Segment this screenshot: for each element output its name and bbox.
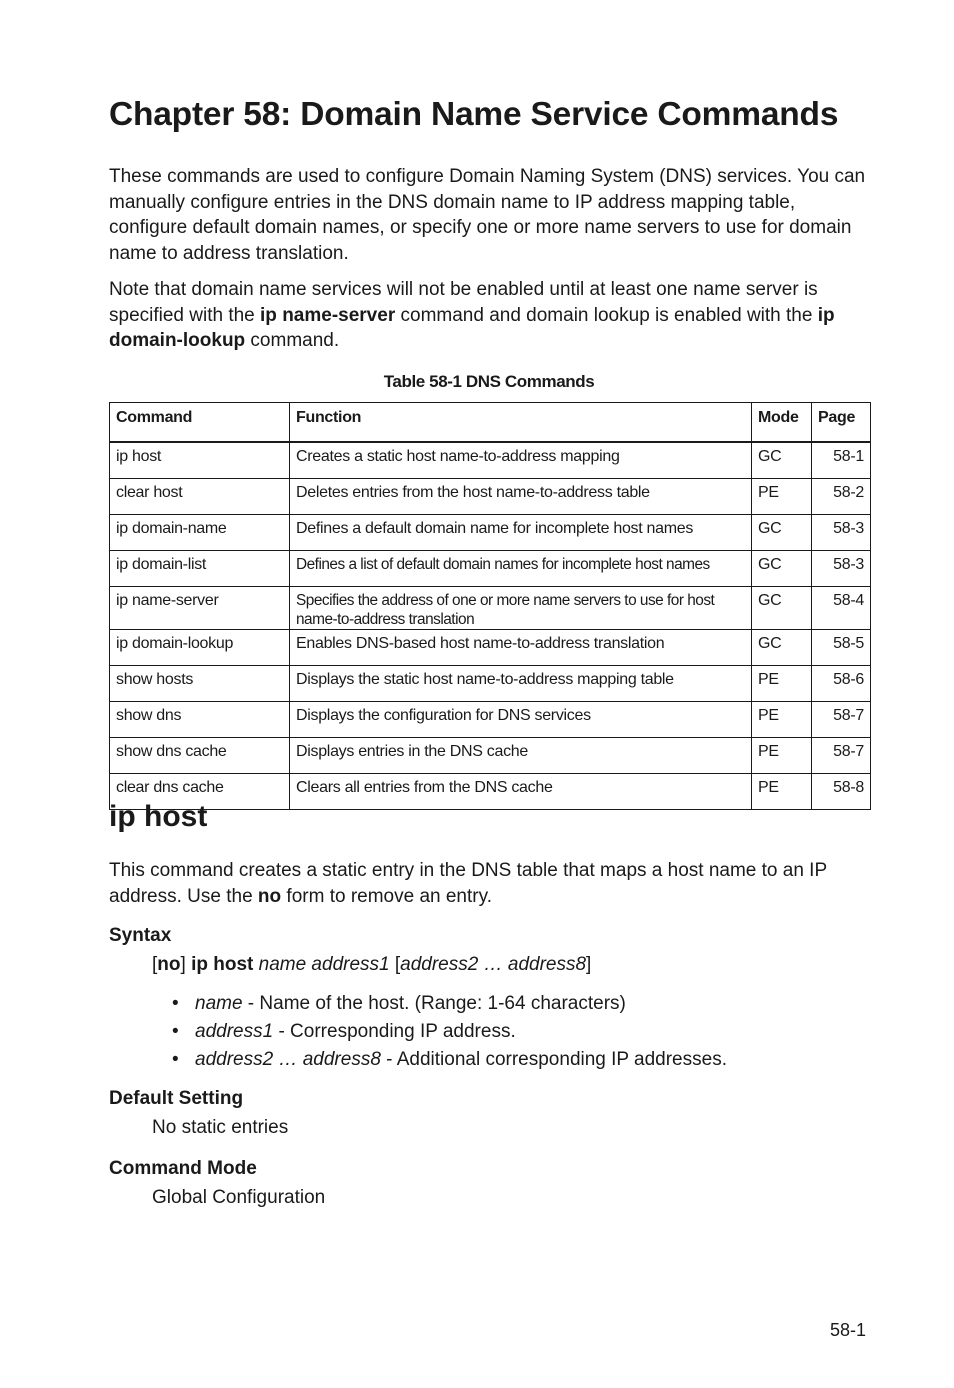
- intro-paragraph-1: These commands are used to configure Domain Naming System (DNS) services. You can manually configure entries in the DNS domain name to IP address mapping table, configure default domain names, or specify one or more name servers to use for domain name to address translation.: [109, 166, 866, 264]
- page-number: 58-1: [829, 1320, 866, 1340]
- table-row: [110, 479, 871, 515]
- cell-mode: GC: [752, 551, 812, 587]
- intro-paragraph-2: Note that domain name services will not be enabled until at least one name server is specified with the ip name-server command and domain lookup is enabled with the ip domain-lookup command.: [109, 279, 835, 351]
- cell-mode: GC: [752, 442, 812, 479]
- table-row: [110, 702, 871, 738]
- cell-mode: PE: [752, 479, 812, 515]
- command-mode-heading: Command Mode: [109, 1158, 257, 1179]
- bold-text: no: [157, 954, 181, 975]
- cell-command: ip host: [110, 442, 290, 479]
- command-mode-value: Global Configuration: [152, 1187, 326, 1208]
- cell-mode: PE: [752, 738, 812, 774]
- table-row: [110, 587, 871, 630]
- cell-page: 58-5: [812, 630, 871, 666]
- cell-page: 58-2: [812, 479, 871, 515]
- cell-function: Defines a list of default domain names for incomplete host names: [290, 551, 752, 587]
- cell-function: Displays the static host name-to-address mapping table: [290, 666, 752, 702]
- parameter-item: • address1 - Corresponding IP address.: [152, 1018, 727, 1046]
- section-title: ip host: [109, 800, 208, 833]
- parameter-item: • address2 … address8 - Additional corresponding IP addresses.: [152, 1046, 727, 1074]
- header-page: Page: [812, 403, 871, 443]
- cell-page: 58-8: [812, 774, 871, 810]
- cell-page: 58-6: [812, 666, 871, 702]
- chapter-title: Chapter 58: Domain Name Service Commands: [109, 96, 839, 133]
- cell-mode: PE: [752, 702, 812, 738]
- cell-mode: GC: [752, 587, 812, 630]
- cell-function: Deletes entries from the host name-to-address table: [290, 479, 752, 515]
- default-setting-value: No static entries: [152, 1117, 289, 1138]
- cell-command: clear dns cache: [110, 774, 290, 810]
- table-row: [110, 515, 871, 551]
- header-mode: Mode: [752, 403, 812, 443]
- italic-text: name: [195, 993, 243, 1014]
- dns-commands-table: [109, 402, 871, 810]
- cell-page: 58-3: [812, 551, 871, 587]
- cell-mode: PE: [752, 774, 812, 810]
- cell-command: ip name-server: [110, 587, 290, 630]
- cell-mode: PE: [752, 666, 812, 702]
- cell-command: show dns: [110, 702, 290, 738]
- table-caption: Table 58-1 DNS Commands: [383, 372, 595, 391]
- bold-text: ip name-server: [260, 304, 396, 326]
- cell-function: Displays the configuration for DNS services: [290, 702, 752, 738]
- cell-function: Specifies the address of one or more name servers to use for host name-to-address translation: [290, 587, 752, 630]
- syntax-line: [no] ip host name address1 [address2 … address8]: [152, 954, 592, 975]
- table-row: [110, 442, 871, 479]
- bold-text: ip domain-lookup: [109, 304, 835, 351]
- header-command: Command: [110, 403, 290, 443]
- table-row: [110, 774, 871, 810]
- parameter-item: • name - Name of the host. (Range: 1-64 characters): [152, 990, 727, 1018]
- cell-command: ip domain-name: [110, 515, 290, 551]
- cell-page: 58-7: [812, 738, 871, 774]
- italic-text: address1: [195, 1021, 274, 1042]
- italic-text: address2 … address8: [195, 1049, 381, 1070]
- cell-page: 58-4: [812, 587, 871, 630]
- syntax-heading: Syntax: [109, 925, 172, 946]
- header-function: Function: [290, 403, 752, 443]
- cell-command: ip domain-lookup: [110, 630, 290, 666]
- cell-command: show dns cache: [110, 738, 290, 774]
- parameter-list: [152, 990, 727, 1074]
- table-row: [110, 630, 871, 666]
- cell-function: Displays entries in the DNS cache: [290, 738, 752, 774]
- cell-function: Creates a static host name-to-address mapping: [290, 442, 752, 479]
- table-row: [110, 738, 871, 774]
- cell-command: clear host: [110, 479, 290, 515]
- cell-mode: GC: [752, 515, 812, 551]
- section-description: This command creates a static entry in the DNS table that maps a host name to an IP address. Use the no form to remove an entry.: [109, 860, 827, 907]
- cell-command: ip domain-list: [110, 551, 290, 587]
- table-row: [110, 666, 871, 702]
- table-body: [110, 442, 871, 810]
- table-header-row: [110, 403, 871, 443]
- bold-text: ip host: [191, 954, 254, 975]
- table-row: [110, 551, 871, 587]
- italic-text: name address1: [258, 954, 390, 975]
- cell-page: 58-3: [812, 515, 871, 551]
- cell-function: Enables DNS-based host name-to-address translation: [290, 630, 752, 666]
- cell-function: Defines a default domain name for incomplete host names: [290, 515, 752, 551]
- italic-text: address2 … address8: [400, 954, 587, 975]
- cell-page: 58-7: [812, 702, 871, 738]
- default-setting-heading: Default Setting: [109, 1088, 244, 1109]
- cell-mode: GC: [752, 630, 812, 666]
- bold-text: no: [257, 885, 282, 907]
- cell-function: Clears all entries from the DNS cache: [290, 774, 752, 810]
- cell-page: 58-1: [812, 442, 871, 479]
- cell-command: show hosts: [110, 666, 290, 702]
